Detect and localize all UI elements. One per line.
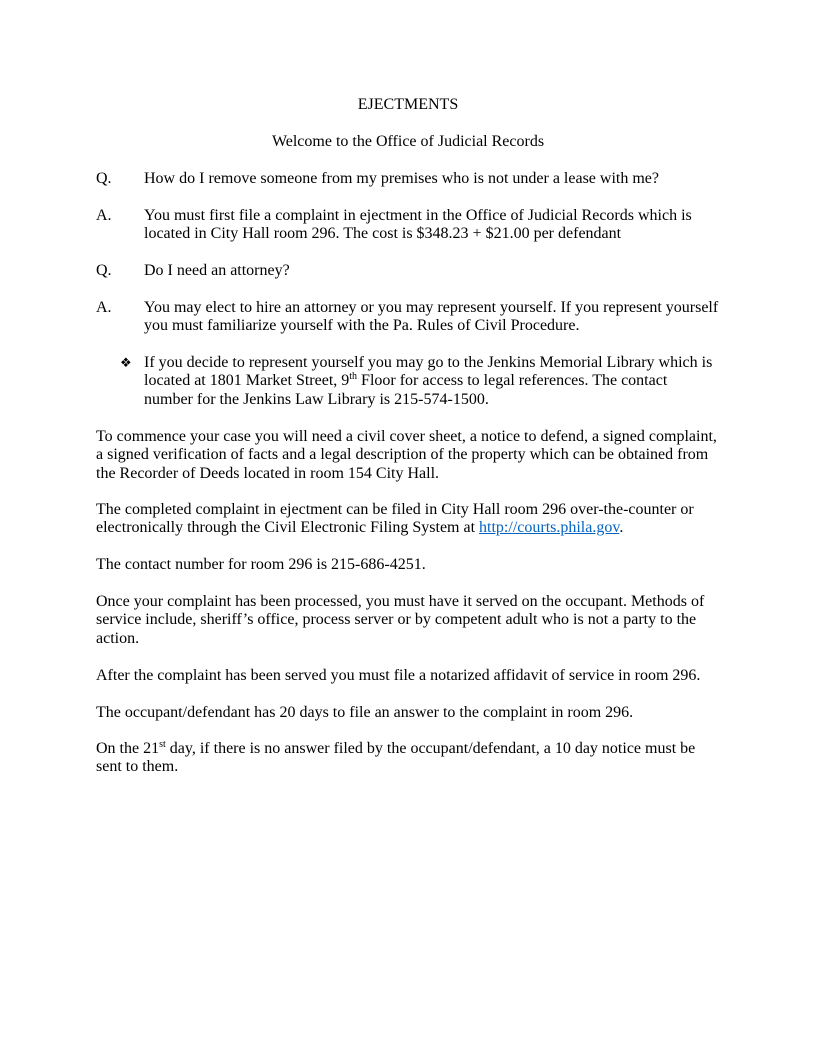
qa-label: Q. [96,170,112,187]
welcome-heading: Welcome to the Office of Judicial Records [271,133,545,150]
filing-paragraph [96,501,720,538]
qa-text: You may elect to hire an attorney or you may represent yourself. If you represent yourself you must familiarize yourself with the Pa. Rules of Civil Procedure. [144,299,719,335]
bullet-text-part: Floor for access to legal references. The contact number for the Jenkins Law Library is 215-574-1500. [144,372,668,408]
answer-1 [96,207,720,244]
qa-text: Do I need an attorney? [144,262,290,279]
qa-label: Q. [96,262,112,279]
affidavit-paragraph: After the complaint has been served you must file a notarized affidavit of service in room 296. [96,667,701,684]
qa-text: You must first file a complaint in ejectment in the Office of Judicial Records which is located in City Hall room 296. The cost is $348.23 + $21.00 per defendant [144,207,692,243]
superscript: st [159,739,166,750]
service-paragraph: Once your complaint has been processed, you must have it served on the occupant. Methods of service include, sheriff’s office, process server or by competent adult who is not a party to the action. [96,593,705,647]
qa-label: A. [96,299,112,316]
contact-paragraph: The contact number for room 296 is 215-686-4251. [96,556,426,573]
filing-text: . [619,519,624,537]
library-bullet [96,354,720,409]
answer-2 [96,299,720,336]
question-1 [96,170,720,188]
filing-text: The completed complaint in ejectment can be filed in City Hall room 296 over-the-counter or electronically through the Civil Electronic Filing System at [96,501,694,537]
diamond-bullet-icon: ❖ [120,355,132,370]
qa-text: How do I remove someone from my premises who is not under a lease with me? [144,170,659,187]
notice-text: On the 21 [96,740,160,757]
notice-paragraph [96,740,720,777]
courts-link[interactable]: http://courts.phila.gov [479,519,620,537]
bullet-text [144,354,720,409]
notice-text: day, if there is no answer filed by the occupant/defendant, a 10 day notice must be sent to them. [96,740,696,776]
qa-label: A. [96,207,112,224]
question-2 [96,262,720,280]
answer-paragraph: The occupant/defendant has 20 days to file an answer to the complaint in room 296. [96,704,634,721]
superscript: th [349,371,358,383]
commence-paragraph: To commence your case you will need a civil cover sheet, a notice to defend, a signed complaint, a signed verification of facts and a legal description of the property which can be obtained from the Recorder of Deeds located in room 154 City Hall. [96,428,717,482]
document-title: EJECTMENTS [357,96,459,113]
bullet-text-part: If you decide to represent yourself you may go to the Jenkins Memorial Library which is located at 1801 Market Street, 9 [144,354,713,390]
